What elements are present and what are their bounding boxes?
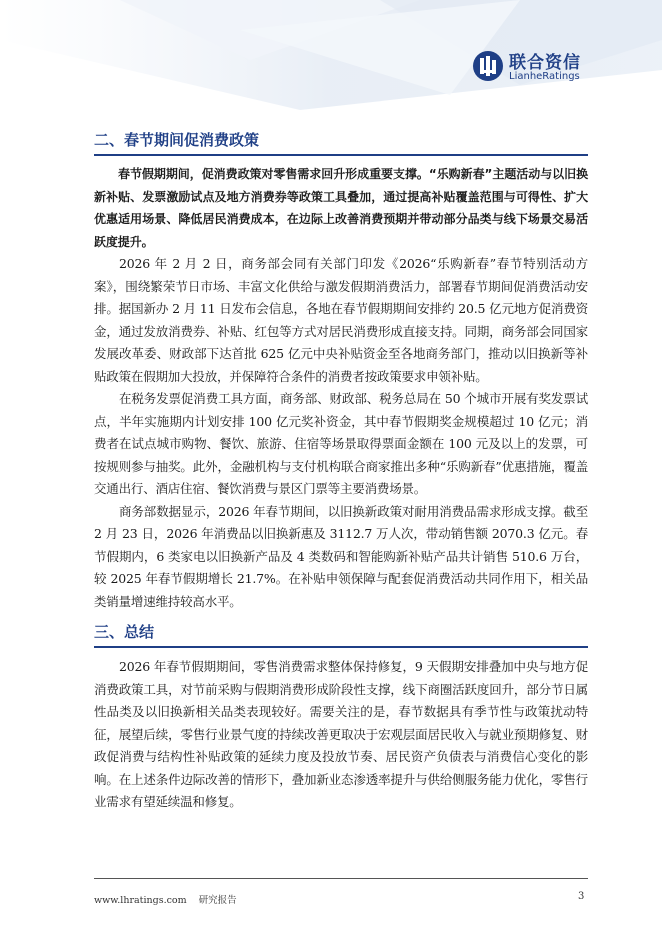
section-title-promotion-policy: 二、春节期间促消费政策: [94, 131, 260, 149]
paragraph: 2026 年 2 月 2 日，商务部会同有关部门印发《2026“乐购新春”春节特别活动方案》，围绕繁荣节日市场、丰富文化供给与激发假期消费活力，部署春节期间促消费活动安排。据国新办 2 月 11 日发布会信息，各地在春节假期期间安排约 20.5 亿元地方促消费资金，通过发放消费券、补贴、红包等方式对居民消费形成直接支持。同期，商务部会同国家发展改革委、财政部下达首批 625 亿元中央补贴资金至各地商务部门，推动以旧换新等补贴政策在假期加大投放，并保障符合条件的消费者按政策要求申领补贴。: [94, 256, 588, 384]
lianhe-logo-icon: [472, 50, 504, 82]
paragraph: 在税务发票促消费工具方面，商务部、财政部、税务总局在 50 个城市开展有奖发票试点，半年实施期内计划安排 100 亿元奖补资金，其中春节假期奖金规模超过 10 亿元；消费者在试点城市购物、餐饮、旅游、住宿等场景取得票面金额在 100 元及以上的发票，可按规则参与抽奖。此外，金融机构与支付机构联合商家推出多种“乐购新春”优惠措施，覆盖交通出行、酒店住宿、餐饮消费与景区门票等主要消费场景。: [94, 391, 588, 496]
paragraph: 商务部数据显示，2026 年春节期间，以旧换新政策对耐用消费品需求形成支撑。截至 2 月 23 日，2026 年消费品以旧换新惠及 3112.7 万人次，带动销售额 2070.3 亿元。春节假期内，6 类家电以旧换新产品及 4 类数码和智能购新补贴产品共计销售 510.6 万台，较 2025 年春节假期增长 21.7%。在补贴申领保障与配套促消费活动共同作用下，相关品类销量增速维持较高水平。: [94, 503, 588, 609]
paragraph: 2026 年春节假期期间，零售消费需求整体保持修复，9 天假期安排叠加中央与地方促消费政策工具，对节前采购与假期消费形成阶段性支撑，线下商圈活跃度回升，部分节日属性品类及以旧换新相关品类表现较好。需要关注的是，春节数据具有季节性与政策扰动特征，展望后续，零售行业景气度的持续改善更取决于宏观层面居民收入与就业预期修复、财政促消费与结构性补贴政策的延续力度及投放节奏、居民资产负债表与消费信心变化的影响。在上述条件边际改善的情形下，叠加新业态渗透率提升与供给侧服务能力优化，零售行业需求有望延续温和修复。: [94, 659, 588, 809]
footer-report-type: 研究报告: [198, 895, 237, 906]
logo-english-name: LianheRatings: [509, 71, 580, 82]
section-title-summary: 三、总结: [94, 623, 155, 641]
section-divider: [94, 646, 588, 648]
report-body: [94, 129, 588, 814]
footer-divider: [94, 878, 588, 879]
footer-website-link[interactable]: www.lhratings.com: [94, 895, 187, 906]
footer-info: [94, 892, 249, 906]
page-number: 3: [578, 891, 585, 902]
paragraph-lead: 春节假期期间，促消费政策对零售需求回升形成重要支撑。“乐购新春”主题活动与以旧换新补贴、发票激励试点及地方消费券等政策工具叠加，通过提高补贴覆盖范围与可得性、扩大优惠适用场景、降低居民消费成本，在边际上改善消费预期并带动部分品类与线下场景交易活跃度提升。: [94, 167, 588, 249]
logo-chinese-name: 联合资信: [509, 53, 581, 73]
company-logo: [472, 48, 592, 88]
section-divider: [94, 154, 588, 156]
